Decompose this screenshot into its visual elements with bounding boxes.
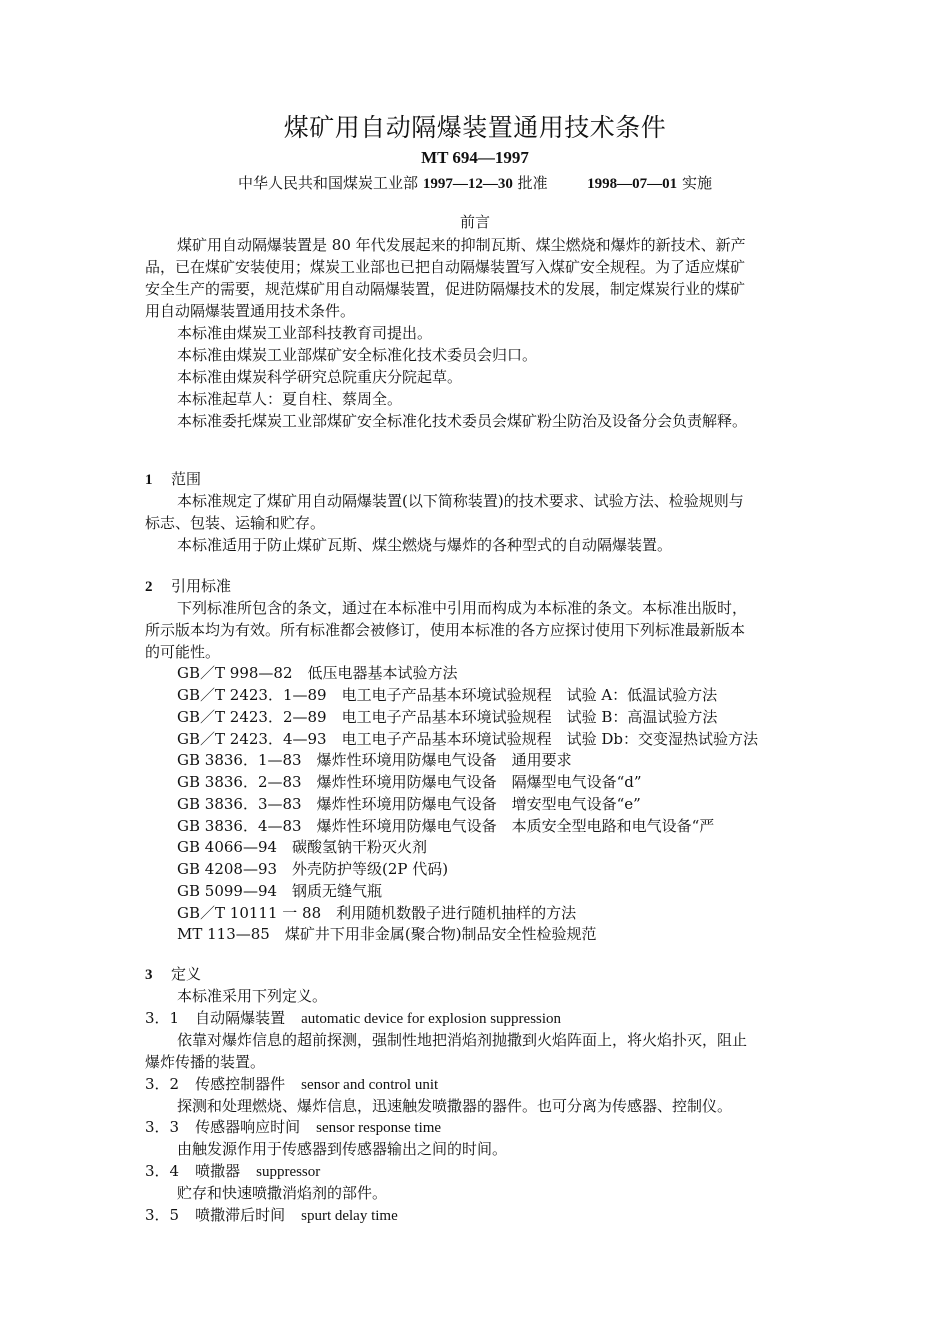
- preface-paragraph-line: 煤矿用自动隔爆装置是 80 年代发展起来的抑制瓦斯、煤尘燃烧和爆炸的新技术、新产: [177, 236, 746, 254]
- reference-item: GB 5099—94 钢质无缝气瓶: [177, 882, 383, 900]
- section-1-line: 标志、包装、运输和贮存。: [145, 514, 326, 532]
- reference-item: GB／T 2423．4—93 电工电子产品基本环境试验规程 试验 Db：交变湿热试验方法: [177, 730, 758, 748]
- term-number: 3．1: [145, 1009, 180, 1027]
- reference-item: GB 3836．3—83 爆炸性环境用防爆电气设备 增安型电气设备“e”: [177, 795, 641, 813]
- term-number: 3．5: [145, 1206, 180, 1224]
- section-number: 2: [145, 579, 153, 595]
- reference-item: GB／T 10111 一 88 利用随机数骰子进行随机抽样的方法: [177, 904, 577, 922]
- reference-item: GB 4208—93 外壳防护等级(2P 代码): [177, 860, 449, 878]
- section-3-heading: [145, 963, 201, 986]
- approval-word: 批准: [517, 174, 548, 192]
- term-en: automatic device for explosion suppression: [301, 1011, 562, 1027]
- reference-item: GB／T 998—82 低压电器基本试验方法: [177, 664, 458, 682]
- preface-line: 本标准由煤炭工业部煤矿安全标准化技术委员会归口。: [177, 346, 538, 364]
- section-3-intro: 本标准采用下列定义。: [177, 987, 328, 1005]
- reference-item: GB／T 2423．1—89 电工电子产品基本环境试验规程 试验 A：低温试验方法: [177, 686, 718, 704]
- approval-line: [0, 172, 950, 193]
- term-cn: 喷撒滞后时间: [195, 1206, 286, 1224]
- reference-item: GB 4066—94 碳酸氢钠干粉灭火剂: [177, 838, 428, 856]
- section-title: 范围: [171, 470, 202, 488]
- effective-word: 实施: [681, 174, 712, 192]
- preface-line: 本标准委托煤炭工业部煤矿安全标准化技术委员会煤矿粉尘防治及设备分会负责解释。: [177, 412, 748, 430]
- term-en: spurt delay time: [301, 1208, 398, 1224]
- reference-item: GB 3836．4—83 爆炸性环境用防爆电气设备 本质安全型电路和电气设备“严: [177, 817, 715, 835]
- section-2-line: 所示版本均为有效。所有标准都会被修订，使用本标准的各方应探讨使用下列标准最新版本: [145, 621, 746, 639]
- reference-item: MT 113—85 煤矿井下用非金属(聚合物)制品安全性检验规范: [177, 925, 597, 943]
- section-title: 定义: [171, 965, 202, 983]
- reference-item: GB 3836．1—83 爆炸性环境用防爆电气设备 通用要求: [177, 751, 572, 769]
- term-number: 3．3: [145, 1118, 180, 1136]
- section-2-line: 的可能性。: [145, 643, 221, 661]
- reference-item: GB／T 2423．2—89 电工电子产品基本环境试验规程 试验 B：高温试验方法: [177, 708, 718, 726]
- section-1-line: 本标准适用于防止煤矿瓦斯、煤尘燃烧与爆炸的各种型式的自动隔爆装置。: [177, 536, 673, 554]
- term-definition: 依靠对爆炸信息的超前探测，强制性地把消焰剂抛撒到火焰阵面上，将火焰扑灭，阻止: [177, 1031, 748, 1049]
- preface-paragraph-line: 用自动隔爆装置通用技术条件。: [145, 302, 356, 320]
- term-number: 3．2: [145, 1075, 180, 1093]
- term-en: suppressor: [256, 1164, 321, 1180]
- approval-prefix: 中华人民共和国煤炭工业部: [238, 174, 419, 192]
- document-title: 煤矿用自动隔爆装置通用技术条件: [283, 113, 667, 142]
- term-definition: 由触发源作用于传感器到传感器输出之间的时间。: [177, 1140, 508, 1158]
- section-number: 1: [145, 472, 153, 488]
- term-heading: [145, 1116, 441, 1139]
- preface-paragraph-line: 安全生产的需要，规范煤矿用自动隔爆装置，促进防隔爆技术的发展，制定煤炭行业的煤矿: [145, 280, 746, 298]
- section-1-heading: [145, 468, 201, 491]
- term-heading: [145, 1073, 438, 1096]
- term-cn: 传感器响应时间: [195, 1118, 301, 1136]
- term-heading: [145, 1007, 561, 1030]
- term-en: sensor and control unit: [301, 1077, 439, 1093]
- term-heading: [145, 1204, 398, 1227]
- term-cn: 自动隔爆装置: [195, 1009, 286, 1027]
- term-cn: 喷撒器: [195, 1162, 241, 1180]
- term-definition: 探测和处理燃烧、爆炸信息，迅速触发喷撒器的器件。也可分离为传感器、控制仪。: [177, 1097, 733, 1115]
- preface-line: 本标准起草人：夏自柱、蔡周全。: [177, 390, 403, 408]
- term-cn: 传感控制器件: [195, 1075, 286, 1093]
- section-1-line: 本标准规定了煤矿用自动隔爆装置(以下简称装置)的技术要求、试验方法、检验规则与: [177, 492, 744, 510]
- preface-line: 本标准由煤炭科学研究总院重庆分院起草。: [177, 368, 463, 386]
- section-title: 引用标准: [171, 577, 232, 595]
- term-definition: 爆炸传播的装置。: [145, 1053, 266, 1071]
- approval-date: 1997—12—30: [422, 176, 513, 192]
- preface-heading: 前言: [459, 213, 490, 231]
- section-2-heading: [145, 575, 231, 598]
- term-definition: 贮存和快速喷撒消焰剂的部件。: [177, 1184, 388, 1202]
- term-en: sensor response time: [316, 1120, 442, 1136]
- preface-paragraph-line: 品，已在煤矿安装使用；煤炭工业部也已把自动隔爆装置写入煤矿安全规程。为了适应煤矿: [145, 258, 746, 276]
- term-heading: [145, 1160, 320, 1183]
- reference-item: GB 3836．2—83 爆炸性环境用防爆电气设备 隔爆型电气设备“d”: [177, 773, 642, 791]
- section-number: 3: [145, 967, 153, 983]
- section-2-line: 下列标准所包含的条文，通过在本标准中引用而构成为本标准的条文。本标准出版时，: [177, 599, 748, 617]
- term-number: 3．4: [145, 1162, 180, 1180]
- effective-date: 1998—07—01: [587, 176, 678, 192]
- preface-line: 本标准由煤炭工业部科技教育司提出。: [177, 324, 433, 342]
- standard-code: MT 694—1997: [421, 148, 529, 167]
